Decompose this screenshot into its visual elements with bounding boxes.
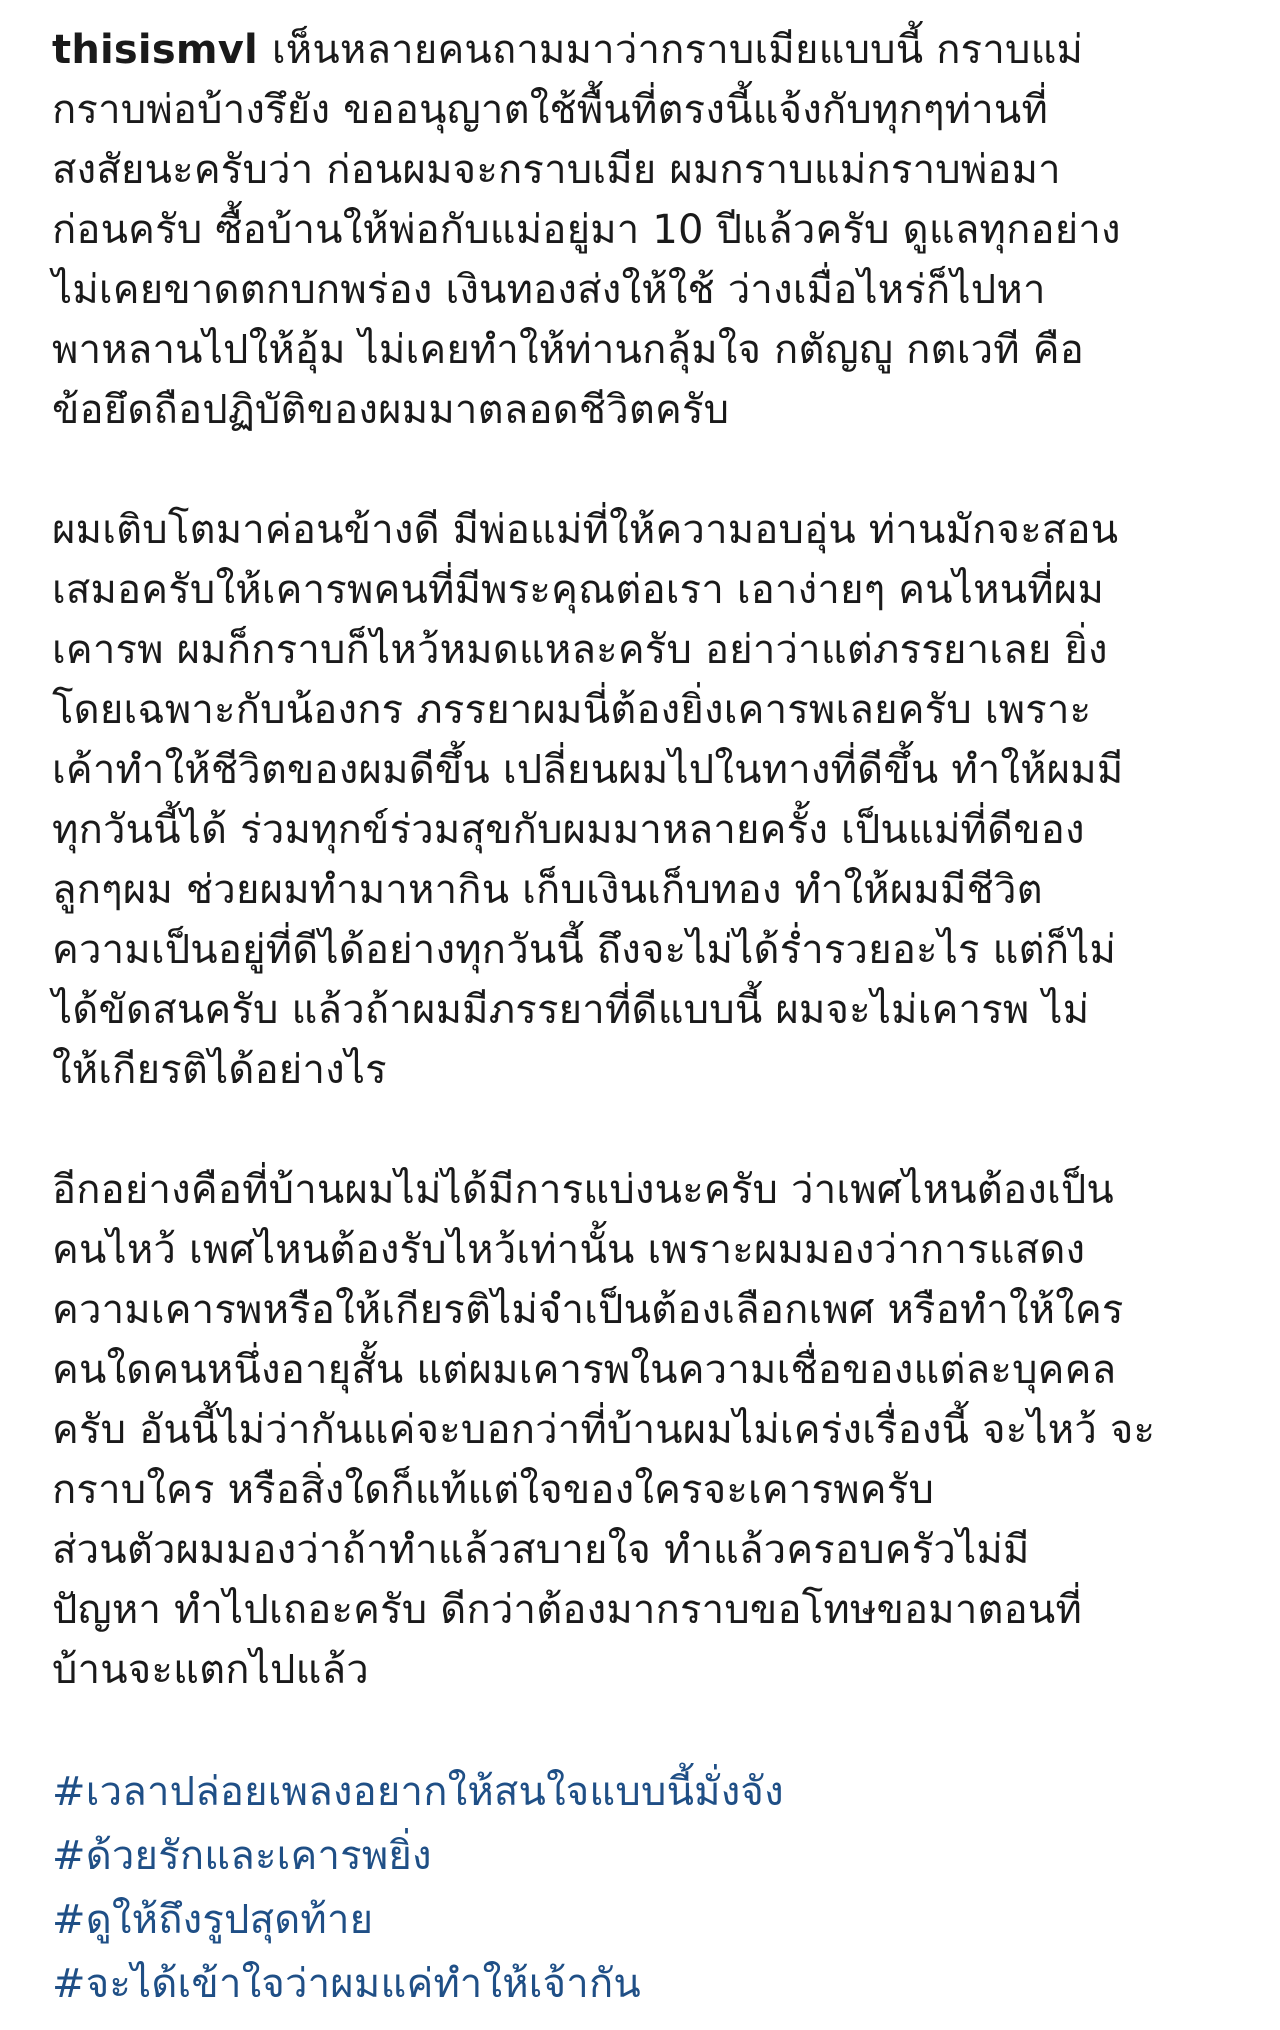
caption-line: ให้เกียรติได้อย่างไร [52, 1047, 387, 1093]
caption-line: ส่วนตัวผมมองว่าถ้าทำแล้วสบายใจ ทำแล้วครอบครัวไม่มี [52, 1527, 1030, 1573]
caption-line: กราบพ่อบ้างรึยัง ขออนุญาตใช้พื้นที่ตรงนี้แจ้งกับทุกๆท่านที่ [52, 87, 1049, 133]
caption-line: พาหลานไปให้อุ้ม ไม่เคยทำให้ท่านกลุ้มใจ กตัญญู กตเวที คือ [52, 327, 1084, 373]
caption-line: โดยเฉพาะกับน้องกร ภรรยาผมนี่ต้องยิ่งเคารพเลยครับ เพราะ [52, 687, 1092, 733]
caption-line: ลูกๆผม ช่วยผมทำมาหากิน เก็บเงินเก็บทอง ทำให้ผมมีชีวิต [52, 867, 1043, 913]
caption-paragraph-3 [52, 1160, 1242, 1700]
caption-line: ผมเติบโตมาค่อนข้างดี มีพ่อแม่ที่ให้ความอบอุ่น ท่านมักจะสอน [52, 507, 1119, 553]
caption-line [52, 20, 1242, 80]
caption-paragraph-1 [52, 20, 1242, 440]
caption-line: คนใดคนหนึ่งอายุสั้น แต่ผมเคารพในความเชื่อของแต่ละบุคคล [52, 1347, 1117, 1393]
caption-line: ได้ขัดสนครับ แล้วถ้าผมมีภรรยาที่ดีแบบนี้ ผมจะไม่เคารพ ไม่ [52, 987, 1090, 1033]
caption-line: บ้านจะแตกไปแล้ว [52, 1647, 369, 1693]
caption-paragraph-2 [52, 500, 1242, 1100]
caption-line: ก่อนครับ ซื้อบ้านให้พ่อกับแม่อยู่มา 10 ปีแล้วครับ ดูแลทุกอย่าง [52, 207, 1121, 253]
caption-line: อีกอย่างคือที่บ้านผมไม่ได้มีการแบ่งนะครับ ว่าเพศไหนต้องเป็น [52, 1167, 1114, 1213]
hashtag-list [52, 1760, 1242, 2016]
caption-line: เคารพ ผมก็กราบก็ไหว้หมดแหละครับ อย่าว่าแต่ภรรยาเลย ยิ่ง [52, 627, 1108, 673]
caption-line: ความเคารพหรือให้เกียรติไม่จำเป็นต้องเลือกเพศ หรือทำให้ใคร [52, 1287, 1124, 1333]
caption-line: ปัญหา ทำไปเถอะครับ ดีกว่าต้องมากราบขอโทษขอมาตอนที่ [52, 1587, 1083, 1633]
caption-line-text: เห็นหลายคนถามมาว่ากราบเมียแบบนี้ กราบแม่ [271, 27, 1084, 73]
caption-line: ครับ อันนี้ไม่ว่ากันแค่จะบอกว่าที่บ้านผมไม่เคร่งเรื่องนี้ จะไหว้ จะ [52, 1407, 1156, 1453]
caption-line: ข้อยึดถือปฏิบัติของผมมาตลอดชีวิตครับ [52, 387, 730, 433]
hashtag-link[interactable]: #ดูให้ถึงรูปสุดท้าย [52, 1897, 374, 1943]
caption-line: เค้าทำให้ชีวิตของผมดีขึ้น เปลี่ยนผมไปในทางที่ดีขึ้น ทำให้ผมมี [52, 747, 1124, 793]
post-caption [52, 20, 1242, 2016]
hashtag-link[interactable]: #ด้วยรักและเคารพยิ่ง [52, 1833, 432, 1879]
caption-line: กราบใคร หรือสิ่งใดก็แท้แต่ใจของใครจะเคารพครับ [52, 1467, 935, 1513]
caption-line: ความเป็นอยู่ที่ดีได้อย่างทุกวันนี้ ถึงจะไม่ได้ร่ำรวยอะไร แต่ก็ไม่ [52, 927, 1117, 973]
username-link[interactable]: thisismvl [52, 27, 258, 73]
caption-line: เสมอครับให้เคารพคนที่มีพระคุณต่อเรา เอาง่ายๆ คนไหนที่ผม [52, 567, 1105, 613]
hashtag-link[interactable]: #เวลาปล่อยเพลงอยากให้สนใจแบบนี้มั่งจัง [52, 1769, 784, 1815]
caption-line: สงสัยนะครับว่า ก่อนผมจะกราบเมีย ผมกราบแม่กราบพ่อมา [52, 147, 1061, 193]
caption-line: ทุกวันนี้ได้ ร่วมทุกข์ร่วมสุขกับผมมาหลายครั้ง เป็นแม่ที่ดีของ [52, 807, 1085, 853]
caption-line: ไม่เคยขาดตกบกพร่อง เงินทองส่งให้ใช้ ว่างเมื่อไหร่ก็ไปหา [52, 267, 1046, 313]
hashtag-link[interactable]: #จะได้เข้าใจว่าผมแค่ทำให้เจ้ากัน [52, 1961, 641, 2007]
caption-line: คนไหว้ เพศไหนต้องรับไหว้เท่านั้น เพราะผมมองว่าการแสดง [52, 1227, 1086, 1273]
